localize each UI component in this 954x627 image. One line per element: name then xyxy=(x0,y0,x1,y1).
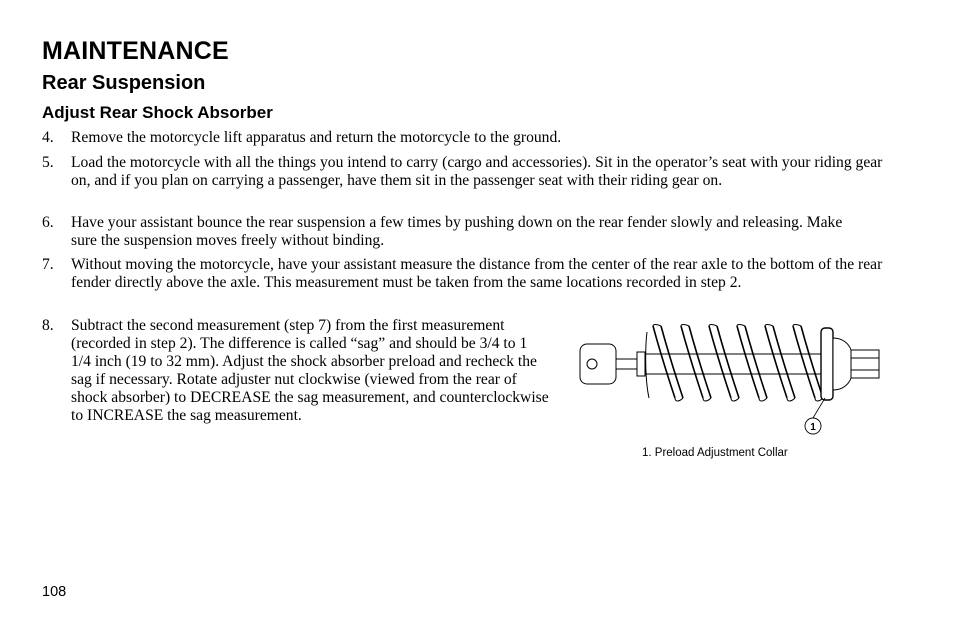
step-number: 7. xyxy=(42,256,54,273)
step-text: Subtract the second measurement (step 7) from the first measurement (recorded in step 2). The difference is called “sag” and should be 3/4 to 1 1/4 inch (19 to 32 mm). Adjust the shock absorber preload and recheck the sag if necessary. Rotate adjuster nut clockwise (viewed from the rear of shock absorber) to DECREASE the sag measurement, and counterclockwise to INCREASE the sag measurement. xyxy=(71,317,549,424)
step-number: 4. xyxy=(42,129,54,146)
shock-absorber-illustration xyxy=(575,318,887,443)
step-number: 5. xyxy=(42,154,54,171)
page-number: 108 xyxy=(42,584,67,600)
section-heading: MAINTENANCE xyxy=(42,37,229,65)
subsection-heading: Rear Suspension xyxy=(42,72,206,94)
step-number: 8. xyxy=(42,317,54,334)
step-text: Load the motorcycle with all the things you intend to carry (cargo and accessories). Sit in the operator’s seat with your riding gear on, and if you plan on carrying a passenger, have them sit in the passenger seat with their riding gear on. xyxy=(71,154,883,189)
topic-heading: Adjust Rear Shock Absorber xyxy=(42,103,273,122)
step-text: Have your assistant bounce the rear suspension a few times by pushing down on the rear fender slowly and releasing. Make sure the suspension moves freely without binding. xyxy=(71,214,843,249)
step-text: Remove the motorcycle lift apparatus and return the motorcycle to the ground. xyxy=(71,129,562,146)
step-number: 6. xyxy=(42,214,54,231)
callout-number: 1 xyxy=(810,422,816,433)
step-text: Without moving the motorcycle, have your assistant measure the distance from the center of the rear axle to the bottom of the rear fender directly above the axle. This measurement must be taken from the same locations recorded in step 2. xyxy=(71,256,883,291)
figure-caption: 1. Preload Adjustment Collar xyxy=(642,447,788,459)
